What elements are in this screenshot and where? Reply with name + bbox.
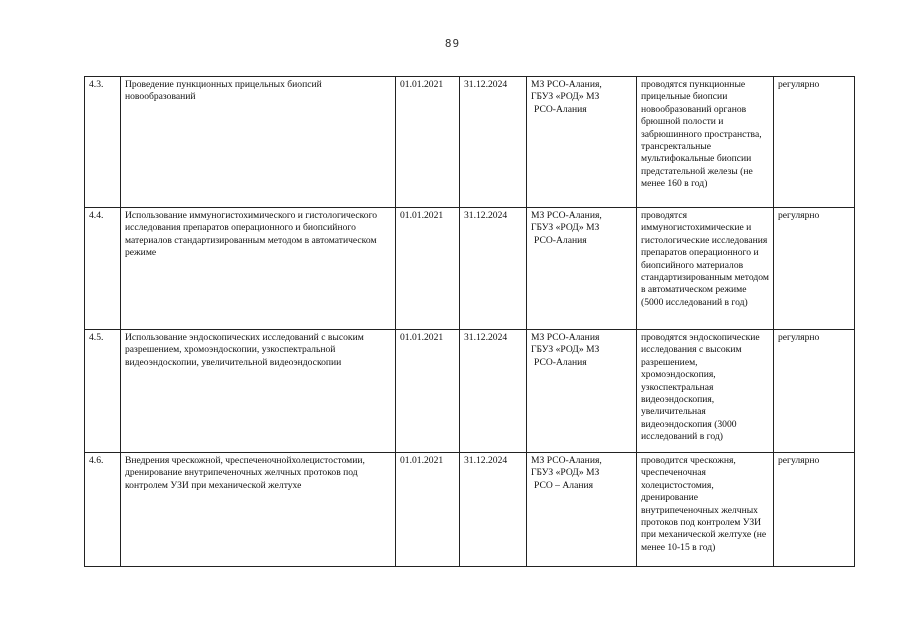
frequency: регулярно (774, 208, 855, 330)
executor (527, 330, 637, 453)
end-date: 31.12.2024 (460, 77, 527, 208)
start-date: 01.01.2021 (396, 453, 460, 567)
table-row (85, 208, 855, 330)
activity-name: Внедрения чрескожной, чреспеченочнойхолецистостомии, дренирование внутрипеченочных желчных протоков под контролем УЗИ при механической желтухе (121, 453, 396, 567)
page-number: 89 (444, 37, 461, 50)
row-number: 4.4. (85, 208, 121, 330)
executor-line: РСО-Алания (534, 103, 587, 115)
expected-result: проводится чрескожня, чреспеченочная холецистостомия, дренирование внутрипеченочных желчных протоков под контролем УЗИ при механической желтухе (не менее 10-15 в год) (637, 453, 774, 567)
executor-line: ГБУЗ «РОД» МЗ (531, 222, 600, 234)
executor-line: РСО – Алания (534, 479, 594, 491)
executor-line: ГБУЗ «РОД» МЗ (531, 344, 600, 356)
start-date: 01.01.2021 (396, 330, 460, 453)
executor-line: ГБУЗ «РОД» МЗ (531, 467, 600, 479)
activities-table (84, 76, 855, 567)
executor-line: ГБУЗ «РОД» МЗ (531, 91, 600, 103)
expected-result: проводятся иммуногистохимические и гистологические исследования препаратов операционного и биопсийного материалов стандартизированным методом в автоматическом режиме (5000 исследований в год) (637, 208, 774, 330)
row-number: 4.6. (85, 453, 121, 567)
expected-result: проводятся эндоскопические исследования с высоким разрешением, хромоэндоскопия, узкоспектральная видеоэндоскопия, увеличительная видеоэндоскопия (3000 исследований в год) (637, 330, 774, 453)
end-date: 31.12.2024 (460, 330, 527, 453)
executor (527, 453, 637, 567)
table-row (85, 453, 855, 567)
start-date: 01.01.2021 (396, 77, 460, 208)
executor-line: МЗ РСО-Алания, (531, 455, 602, 466)
start-date: 01.01.2021 (396, 208, 460, 330)
activity-name: Использование эндоскопических исследований с высоким разрешением, хромоэндоскопии, узкоспектральной видеоэндоскопии, увеличительной видеоэндоскопии (121, 330, 396, 453)
end-date: 31.12.2024 (460, 208, 527, 330)
executor-line: РСО-Алания (534, 356, 587, 368)
end-date: 31.12.2024 (460, 453, 527, 567)
executor-line: МЗ РСО-Алания, (531, 79, 602, 90)
expected-result: проводятся пункционные прицельные биопсии новообразований органов брюшной полости и забрюшинного пространства, трансректальные мультифокальные биопсии предстательной железы (не менее 160 в год) (637, 77, 774, 208)
executor-line: РСО-Алания (534, 234, 587, 246)
executor (527, 208, 637, 330)
row-number: 4.5. (85, 330, 121, 453)
activity-name: Использование иммуногистохимического и гистологического исследования препаратов операционного и биопсийного материалов стандартизированным методом в автоматическом режиме (121, 208, 396, 330)
activity-name: Проведение пункционных прицельных биопсий новообразований (121, 77, 396, 208)
executor-line: МЗ РСО-Алания (531, 332, 600, 343)
executor (527, 77, 637, 208)
row-number: 4.3. (85, 77, 121, 208)
table-row (85, 77, 855, 208)
executor-line: МЗ РСО-Алания, (531, 210, 602, 221)
frequency: регулярно (774, 77, 855, 208)
frequency: регулярно (774, 330, 855, 453)
frequency: регулярно (774, 453, 855, 567)
table-row (85, 330, 855, 453)
